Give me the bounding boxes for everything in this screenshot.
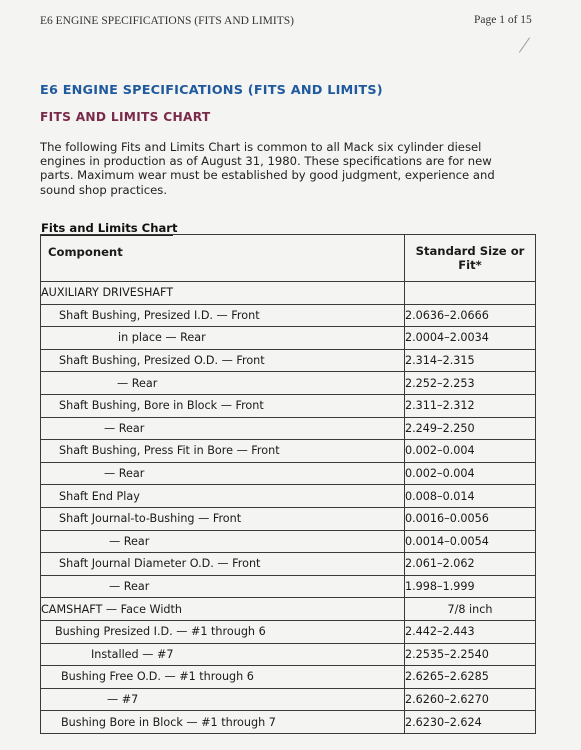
column-header-component: Component: [41, 235, 405, 282]
component-cell: Bushing Presized I.D. — #1 through 6: [41, 620, 405, 643]
value-cell: 1.998–1.999: [405, 575, 536, 598]
column-header-standard: Standard Size or Fit*: [405, 235, 536, 282]
value-cell: 0.0016–0.0056: [405, 507, 536, 530]
component-cell: — Rear: [41, 575, 405, 598]
component-cell: Bushing Free O.D. — #1 through 6: [41, 666, 405, 689]
table-row: [41, 485, 536, 508]
component-cell: — Rear: [41, 372, 405, 395]
intro-paragraph: The following Fits and Limits Chart is common to all Mack six cylinder diesel engines in production as of August 31, 1980. These specifications are for new parts. Maximum wear must be established by good judgment, experience and sound shop practices.: [40, 140, 495, 197]
value-cell: 2.442–2.443: [405, 620, 536, 643]
component-cell: — Rear: [41, 462, 405, 485]
component-cell: — #7: [41, 688, 405, 711]
component-cell: Installed — #7: [41, 643, 405, 666]
value-cell: 2.252–2.253: [405, 372, 536, 395]
table-row: [41, 620, 536, 643]
table-row: [41, 598, 536, 621]
component-cell: AUXILIARY DRIVESHAFT: [41, 282, 405, 305]
value-cell: 0.0014–0.0054: [405, 530, 536, 553]
value-cell: 0.002–0.004: [405, 440, 536, 463]
table-row: [41, 688, 536, 711]
component-cell: Shaft Bushing, Press Fit in Bore — Front: [41, 440, 405, 463]
fits-limits-table: [40, 234, 536, 734]
table-row: [41, 462, 536, 485]
value-cell: 2.311–2.312: [405, 394, 536, 417]
component-cell: — Rear: [41, 530, 405, 553]
value-cell: 7/8 inch: [405, 598, 536, 621]
component-cell: Shaft End Play: [41, 485, 405, 508]
component-cell: Shaft Bushing, Presized O.D. — Front: [41, 349, 405, 372]
table-row: [41, 394, 536, 417]
table-row: [41, 417, 536, 440]
value-cell: 2.0636–2.0666: [405, 304, 536, 327]
component-cell: CAMSHAFT — Face Width: [41, 598, 405, 621]
value-cell: 2.6265–2.6285: [405, 666, 536, 689]
value-cell: 2.061–2.062: [405, 553, 536, 576]
pen-mark: [519, 37, 530, 52]
component-cell: Bushing Bore in Block — #1 through 7: [41, 711, 405, 734]
value-cell: 2.249–2.250: [405, 417, 536, 440]
table-row: [41, 349, 536, 372]
table-row: [41, 711, 536, 734]
component-cell: in place — Rear: [41, 327, 405, 350]
table-row: [41, 530, 536, 553]
component-cell: Shaft Bushing, Bore in Block — Front: [41, 394, 405, 417]
component-cell: Shaft Journal-to-Bushing — Front: [41, 507, 405, 530]
table-row: [41, 304, 536, 327]
page-number: Page 1 of 15: [474, 14, 532, 26]
table-row: [41, 372, 536, 395]
component-cell: Shaft Journal Diameter O.D. — Front: [41, 553, 405, 576]
value-cell: [405, 282, 536, 305]
value-cell: 2.6260–2.6270: [405, 688, 536, 711]
table-row: [41, 507, 536, 530]
section-subtitle: FITS AND LIMITS CHART: [40, 110, 211, 124]
value-cell: 2.0004–2.0034: [405, 327, 536, 350]
table-row: [41, 575, 536, 598]
running-header-title: E6 ENGINE SPECIFICATIONS (FITS AND LIMITS): [40, 15, 294, 27]
value-cell: 0.002–0.004: [405, 462, 536, 485]
component-cell: Shaft Bushing, Presized I.D. — Front: [41, 304, 405, 327]
table-row: [41, 282, 536, 305]
table-row: [41, 553, 536, 576]
value-cell: 2.2535–2.2540: [405, 643, 536, 666]
table-row: [41, 666, 536, 689]
table-row: [41, 440, 536, 463]
value-cell: 2.314–2.315: [405, 349, 536, 372]
table-header-row: [41, 235, 536, 282]
value-cell: 2.6230–2.624: [405, 711, 536, 734]
component-cell: — Rear: [41, 417, 405, 440]
table-caption: Fits and Limits Chart: [41, 221, 178, 235]
table-row: [41, 643, 536, 666]
value-cell: 0.008–0.014: [405, 485, 536, 508]
page-title: E6 ENGINE SPECIFICATIONS (FITS AND LIMITS): [40, 83, 383, 98]
table-row: [41, 327, 536, 350]
